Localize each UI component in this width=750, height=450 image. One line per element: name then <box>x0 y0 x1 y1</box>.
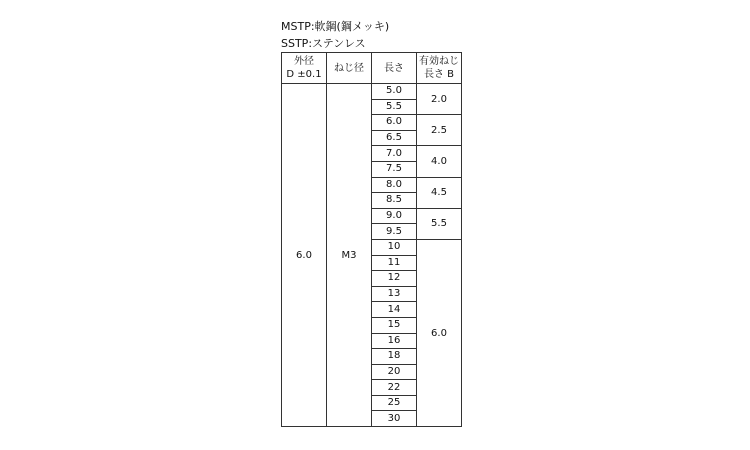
length-cell: 30 <box>372 411 417 427</box>
length-cell: 22 <box>372 380 417 396</box>
length-cell: 12 <box>372 271 417 287</box>
header-effective-thread-line2: 長さ B <box>423 69 455 80</box>
screw-spec-table <box>281 52 462 427</box>
effective-thread-cell: 4.5 <box>417 177 462 208</box>
header-length: 長さ <box>372 53 417 84</box>
length-cell: 7.5 <box>372 161 417 177</box>
length-cell: 16 <box>372 333 417 349</box>
material-note-mstp: MSTP:軟鋼(鋼メッキ) <box>281 20 390 33</box>
length-cell: 25 <box>372 395 417 411</box>
length-cell: 10 <box>372 239 417 255</box>
length-cell: 14 <box>372 302 417 318</box>
table-row <box>282 84 462 100</box>
header-thread-diameter: ねじ径 <box>327 53 372 84</box>
header-outer-diameter-line1: 外径 <box>294 56 314 67</box>
effective-thread-cell: 6.0 <box>417 239 462 426</box>
header-outer-diameter <box>282 53 327 84</box>
length-cell: 18 <box>372 349 417 365</box>
length-cell: 20 <box>372 364 417 380</box>
thread-diameter-cell: M3 <box>327 84 372 427</box>
effective-thread-cell: 5.5 <box>417 208 462 239</box>
header-outer-diameter-line2: D ±0.1 <box>286 69 322 80</box>
effective-thread-cell: 4.0 <box>417 146 462 177</box>
table-header <box>282 53 462 84</box>
length-cell: 8.5 <box>372 193 417 209</box>
length-cell: 5.0 <box>372 84 417 100</box>
length-cell: 15 <box>372 317 417 333</box>
outer-diameter-cell: 6.0 <box>282 84 327 427</box>
effective-thread-cell: 2.0 <box>417 84 462 115</box>
table-header-row <box>282 53 462 84</box>
length-cell: 7.0 <box>372 146 417 162</box>
material-note-sstp: SSTP:ステンレス <box>281 37 366 50</box>
effective-thread-cell: 2.5 <box>417 115 462 146</box>
header-effective-thread <box>417 53 462 84</box>
length-cell: 6.0 <box>372 115 417 131</box>
length-cell: 13 <box>372 286 417 302</box>
length-cell: 11 <box>372 255 417 271</box>
length-cell: 9.5 <box>372 224 417 240</box>
length-cell: 9.0 <box>372 208 417 224</box>
length-cell: 5.5 <box>372 99 417 115</box>
length-cell: 8.0 <box>372 177 417 193</box>
length-cell: 6.5 <box>372 130 417 146</box>
header-effective-thread-line1: 有効ねじ <box>419 56 459 67</box>
table-body <box>282 84 462 427</box>
